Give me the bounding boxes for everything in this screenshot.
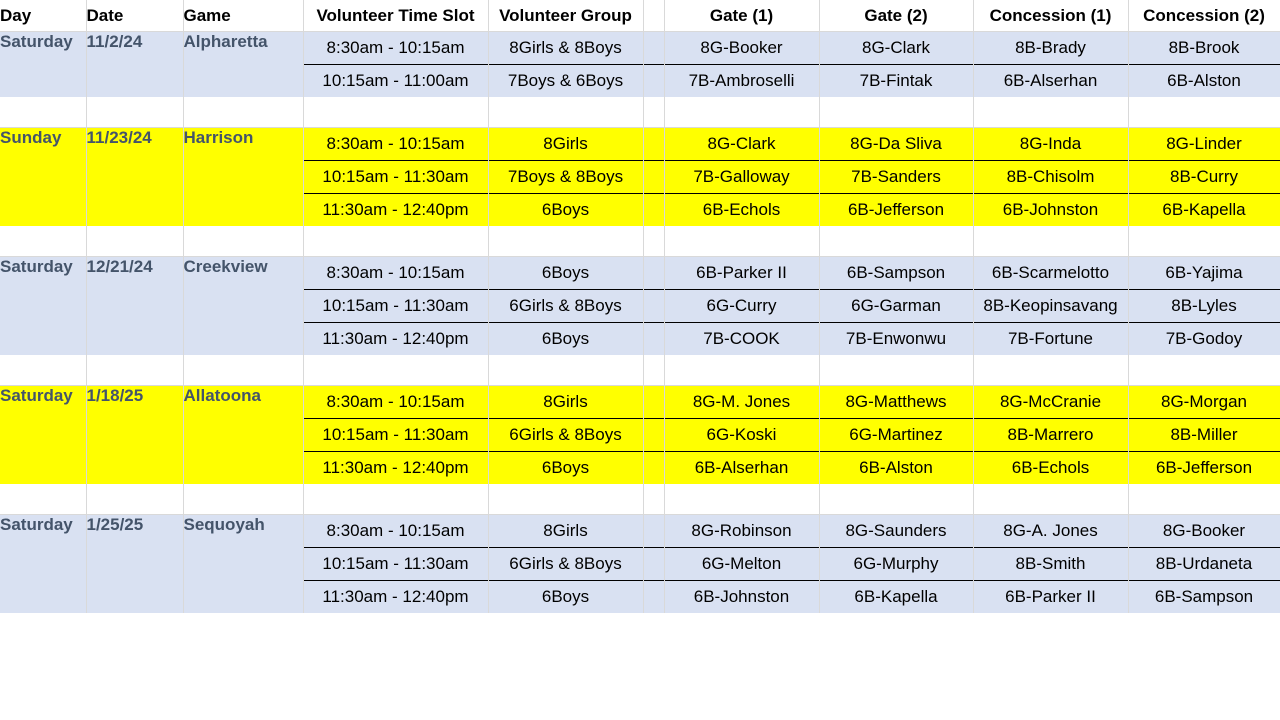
day-cell[interactable]: Saturday xyxy=(0,515,86,548)
game-cell[interactable] xyxy=(183,161,303,194)
spacer-cell[interactable] xyxy=(643,419,664,452)
time-slot-cell[interactable]: 10:15am - 11:30am xyxy=(303,548,488,581)
concession-2-cell[interactable]: 8B-Urdaneta xyxy=(1128,548,1280,581)
gate-1-cell[interactable]: 6G-Koski xyxy=(664,419,819,452)
empty-cell[interactable] xyxy=(183,484,303,515)
gate-2-cell[interactable]: 8G-Clark xyxy=(819,32,973,65)
game-cell[interactable] xyxy=(183,194,303,227)
date-cell[interactable] xyxy=(86,548,183,581)
empty-cell[interactable] xyxy=(819,484,973,515)
schedule-row xyxy=(0,32,1280,65)
empty-cell[interactable] xyxy=(819,226,973,257)
empty-cell[interactable] xyxy=(973,484,1128,515)
header-gate-1[interactable]: Gate (1) xyxy=(664,0,819,32)
day-cell[interactable] xyxy=(0,323,86,356)
spacer-cell[interactable] xyxy=(643,452,664,485)
spacer-cell[interactable] xyxy=(643,323,664,356)
concession-1-cell[interactable]: 6B-Echols xyxy=(973,452,1128,485)
gate-1-cell[interactable]: 6G-Melton xyxy=(664,548,819,581)
empty-cell[interactable] xyxy=(0,355,86,386)
date-cell[interactable]: 11/2/24 xyxy=(86,32,183,65)
empty-cell[interactable] xyxy=(819,97,973,128)
empty-cell[interactable] xyxy=(303,226,488,257)
game-cell[interactable]: Allatoona xyxy=(183,386,303,419)
schedule-row xyxy=(0,128,1280,161)
concession-1-cell[interactable]: 6B-Scarmelotto xyxy=(973,257,1128,290)
gate-1-cell[interactable]: 8G-Booker xyxy=(664,32,819,65)
concession-1-cell[interactable]: 8B-Keopinsavang xyxy=(973,290,1128,323)
day-cell[interactable] xyxy=(0,419,86,452)
date-cell[interactable] xyxy=(86,161,183,194)
gate-2-cell[interactable]: 8G-Saunders xyxy=(819,515,973,548)
day-cell[interactable]: Saturday xyxy=(0,386,86,419)
volunteer-group-cell[interactable]: 6Girls & 8Boys xyxy=(488,548,643,581)
spacer-cell[interactable] xyxy=(643,515,664,548)
empty-cell[interactable] xyxy=(86,226,183,257)
volunteer-group-cell[interactable]: 6Boys xyxy=(488,452,643,485)
concession-1-cell[interactable]: 6B-Alserhan xyxy=(973,65,1128,98)
time-slot-cell[interactable]: 8:30am - 10:15am xyxy=(303,515,488,548)
volunteer-group-cell[interactable]: 6Girls & 8Boys xyxy=(488,290,643,323)
time-slot-cell[interactable]: 11:30am - 12:40pm xyxy=(303,581,488,614)
gate-1-cell[interactable]: 7B-Ambroselli xyxy=(664,65,819,98)
volunteer-group-cell[interactable]: 8Girls xyxy=(488,386,643,419)
gate-1-cell[interactable]: 8G-M. Jones xyxy=(664,386,819,419)
day-cell[interactable] xyxy=(0,65,86,98)
schedule-row xyxy=(0,161,1280,194)
empty-cell[interactable] xyxy=(1128,226,1280,257)
concession-1-cell[interactable]: 8B-Brady xyxy=(973,32,1128,65)
day-cell[interactable] xyxy=(0,548,86,581)
gate-1-cell[interactable]: 7B-Galloway xyxy=(664,161,819,194)
time-slot-cell[interactable]: 11:30am - 12:40pm xyxy=(303,452,488,485)
day-cell[interactable] xyxy=(0,194,86,227)
day-cell[interactable] xyxy=(0,161,86,194)
schedule-row xyxy=(0,194,1280,227)
game-cell[interactable] xyxy=(183,65,303,98)
gate-1-cell[interactable]: 8G-Clark xyxy=(664,128,819,161)
volunteer-group-cell[interactable]: 7Boys & 6Boys xyxy=(488,65,643,98)
game-cell[interactable] xyxy=(183,452,303,485)
time-slot-cell[interactable]: 11:30am - 12:40pm xyxy=(303,194,488,227)
schedule-row xyxy=(0,419,1280,452)
gate-2-cell[interactable]: 7B-Sanders xyxy=(819,161,973,194)
header-time-slot[interactable]: Volunteer Time Slot xyxy=(303,0,488,32)
blank-row xyxy=(0,97,1280,128)
volunteer-group-cell[interactable]: 8Girls xyxy=(488,128,643,161)
concession-1-cell[interactable]: 8G-Inda xyxy=(973,128,1128,161)
game-cell[interactable] xyxy=(183,581,303,614)
date-cell[interactable]: 12/21/24 xyxy=(86,257,183,290)
empty-cell[interactable] xyxy=(488,484,643,515)
blank-row xyxy=(0,355,1280,386)
date-cell[interactable] xyxy=(86,65,183,98)
volunteer-group-cell[interactable]: 6Boys xyxy=(488,581,643,614)
game-cell[interactable]: Harrison xyxy=(183,128,303,161)
empty-cell[interactable] xyxy=(303,355,488,386)
game-cell[interactable]: Alpharetta xyxy=(183,32,303,65)
schedule-row xyxy=(0,323,1280,356)
spacer-cell[interactable] xyxy=(643,386,664,419)
game-cell[interactable] xyxy=(183,548,303,581)
volunteer-group-cell[interactable]: 8Girls xyxy=(488,515,643,548)
date-cell[interactable] xyxy=(86,452,183,485)
game-cell[interactable] xyxy=(183,419,303,452)
header-game[interactable]: Game xyxy=(183,0,303,32)
time-slot-cell[interactable]: 10:15am - 11:30am xyxy=(303,419,488,452)
gate-1-cell[interactable]: 6B-Johnston xyxy=(664,581,819,614)
empty-cell[interactable] xyxy=(973,355,1128,386)
spacer-cell[interactable] xyxy=(643,32,664,65)
game-cell[interactable] xyxy=(183,290,303,323)
gate-1-cell[interactable]: 6B-Echols xyxy=(664,194,819,227)
empty-cell[interactable] xyxy=(973,226,1128,257)
gate-2-cell[interactable]: 6B-Kapella xyxy=(819,581,973,614)
header-day[interactable]: Day xyxy=(0,0,86,32)
header-concession-2[interactable]: Concession (2) xyxy=(1128,0,1280,32)
spacer-cell[interactable] xyxy=(643,65,664,98)
concession-2-cell[interactable]: 6B-Kapella xyxy=(1128,194,1280,227)
day-cell[interactable]: Saturday xyxy=(0,257,86,290)
day-cell[interactable]: Sunday xyxy=(0,128,86,161)
concession-1-cell[interactable]: 8G-A. Jones xyxy=(973,515,1128,548)
empty-cell[interactable] xyxy=(86,97,183,128)
empty-cell[interactable] xyxy=(183,226,303,257)
spacer-cell[interactable] xyxy=(643,161,664,194)
spacer-cell[interactable] xyxy=(643,290,664,323)
concession-2-cell[interactable]: 8B-Miller xyxy=(1128,419,1280,452)
concession-2-cell[interactable]: 6B-Yajima xyxy=(1128,257,1280,290)
date-cell[interactable] xyxy=(86,419,183,452)
empty-cell[interactable] xyxy=(643,484,664,515)
gate-1-cell[interactable]: 6G-Curry xyxy=(664,290,819,323)
empty-cell[interactable] xyxy=(0,226,86,257)
gate-2-cell[interactable]: 8G-Matthews xyxy=(819,386,973,419)
day-cell[interactable] xyxy=(0,452,86,485)
gate-1-cell[interactable]: 8G-Robinson xyxy=(664,515,819,548)
empty-cell[interactable] xyxy=(0,97,86,128)
empty-cell[interactable] xyxy=(643,226,664,257)
time-slot-cell[interactable]: 8:30am - 10:15am xyxy=(303,257,488,290)
gate-1-cell[interactable]: 6B-Parker II xyxy=(664,257,819,290)
time-slot-cell[interactable]: 11:30am - 12:40pm xyxy=(303,323,488,356)
schedule-row xyxy=(0,515,1280,548)
game-cell[interactable]: Creekview xyxy=(183,257,303,290)
empty-cell[interactable] xyxy=(664,484,819,515)
time-slot-cell[interactable]: 10:15am - 11:30am xyxy=(303,290,488,323)
time-slot-cell[interactable]: 8:30am - 10:15am xyxy=(303,386,488,419)
concession-2-cell[interactable]: 6B-Alston xyxy=(1128,65,1280,98)
schedule-row xyxy=(0,452,1280,485)
concession-2-cell[interactable]: 6B-Jefferson xyxy=(1128,452,1280,485)
header-row xyxy=(0,0,1280,32)
gate-2-cell[interactable]: 6G-Garman xyxy=(819,290,973,323)
concession-1-cell[interactable]: 8B-Smith xyxy=(973,548,1128,581)
gate-2-cell[interactable]: 6B-Jefferson xyxy=(819,194,973,227)
gate-2-cell[interactable]: 6B-Alston xyxy=(819,452,973,485)
empty-cell[interactable] xyxy=(488,226,643,257)
schedule-row xyxy=(0,581,1280,614)
spacer-cell[interactable] xyxy=(643,548,664,581)
header-volunteer-group[interactable]: Volunteer Group xyxy=(488,0,643,32)
volunteer-group-cell[interactable]: 6Boys xyxy=(488,194,643,227)
time-slot-cell[interactable]: 10:15am - 11:30am xyxy=(303,161,488,194)
time-slot-cell[interactable]: 8:30am - 10:15am xyxy=(303,32,488,65)
empty-cell[interactable] xyxy=(973,97,1128,128)
volunteer-group-cell[interactable]: 6Girls & 8Boys xyxy=(488,419,643,452)
blank-row xyxy=(0,484,1280,515)
empty-cell[interactable] xyxy=(488,97,643,128)
header-date[interactable]: Date xyxy=(86,0,183,32)
concession-2-cell[interactable]: 7B-Godoy xyxy=(1128,323,1280,356)
empty-cell[interactable] xyxy=(1128,355,1280,386)
gate-2-cell[interactable]: 7B-Enwonwu xyxy=(819,323,973,356)
empty-cell[interactable] xyxy=(488,355,643,386)
schedule-body xyxy=(0,32,1280,614)
empty-cell[interactable] xyxy=(1128,484,1280,515)
spacer-cell[interactable] xyxy=(643,257,664,290)
empty-cell[interactable] xyxy=(86,484,183,515)
concession-2-cell[interactable]: 8G-Booker xyxy=(1128,515,1280,548)
empty-cell[interactable] xyxy=(664,226,819,257)
concession-1-cell[interactable]: 6B-Parker II xyxy=(973,581,1128,614)
empty-cell[interactable] xyxy=(303,484,488,515)
gate-2-cell[interactable]: 8G-Da Sliva xyxy=(819,128,973,161)
concession-1-cell[interactable]: 8G-McCranie xyxy=(973,386,1128,419)
date-cell[interactable] xyxy=(86,290,183,323)
concession-2-cell[interactable]: 6B-Sampson xyxy=(1128,581,1280,614)
concession-1-cell[interactable]: 7B-Fortune xyxy=(973,323,1128,356)
empty-cell[interactable] xyxy=(303,97,488,128)
volunteer-group-cell[interactable]: 6Boys xyxy=(488,257,643,290)
blank-row xyxy=(0,226,1280,257)
date-cell[interactable] xyxy=(86,194,183,227)
empty-cell[interactable] xyxy=(86,355,183,386)
empty-cell[interactable] xyxy=(0,484,86,515)
game-cell[interactable]: Sequoyah xyxy=(183,515,303,548)
schedule-row xyxy=(0,548,1280,581)
time-slot-cell[interactable]: 8:30am - 10:15am xyxy=(303,128,488,161)
day-cell[interactable] xyxy=(0,581,86,614)
concession-1-cell[interactable]: 8B-Chisolm xyxy=(973,161,1128,194)
concession-2-cell[interactable]: 8G-Morgan xyxy=(1128,386,1280,419)
date-cell[interactable] xyxy=(86,581,183,614)
schedule-row xyxy=(0,386,1280,419)
spacer-cell[interactable] xyxy=(643,581,664,614)
empty-cell[interactable] xyxy=(819,355,973,386)
volunteer-group-cell[interactable]: 8Girls & 8Boys xyxy=(488,32,643,65)
concession-2-cell[interactable]: 8G-Linder xyxy=(1128,128,1280,161)
gate-1-cell[interactable]: 6B-Alserhan xyxy=(664,452,819,485)
empty-cell[interactable] xyxy=(643,355,664,386)
empty-cell[interactable] xyxy=(183,97,303,128)
empty-cell[interactable] xyxy=(664,97,819,128)
volunteer-group-cell[interactable]: 7Boys & 8Boys xyxy=(488,161,643,194)
game-cell[interactable] xyxy=(183,323,303,356)
date-cell[interactable]: 1/25/25 xyxy=(86,515,183,548)
schedule-row xyxy=(0,290,1280,323)
volunteer-group-cell[interactable]: 6Boys xyxy=(488,323,643,356)
header-gate-2[interactable]: Gate (2) xyxy=(819,0,973,32)
time-slot-cell[interactable]: 10:15am - 11:00am xyxy=(303,65,488,98)
schedule-row xyxy=(0,257,1280,290)
empty-cell[interactable] xyxy=(643,97,664,128)
header-spacer[interactable] xyxy=(643,0,664,32)
spacer-cell[interactable] xyxy=(643,194,664,227)
spacer-cell[interactable] xyxy=(643,128,664,161)
date-cell[interactable] xyxy=(86,323,183,356)
gate-2-cell[interactable]: 7B-Fintak xyxy=(819,65,973,98)
date-cell[interactable]: 1/18/25 xyxy=(86,386,183,419)
gate-2-cell[interactable]: 6G-Murphy xyxy=(819,548,973,581)
schedule-row xyxy=(0,65,1280,98)
day-cell[interactable]: Saturday xyxy=(0,32,86,65)
gate-1-cell[interactable]: 7B-COOK xyxy=(664,323,819,356)
empty-cell[interactable] xyxy=(183,355,303,386)
concession-2-cell[interactable]: 8B-Curry xyxy=(1128,161,1280,194)
concession-1-cell[interactable]: 6B-Johnston xyxy=(973,194,1128,227)
day-cell[interactable] xyxy=(0,290,86,323)
concession-2-cell[interactable]: 8B-Lyles xyxy=(1128,290,1280,323)
gate-2-cell[interactable]: 6G-Martinez xyxy=(819,419,973,452)
empty-cell[interactable] xyxy=(664,355,819,386)
gate-2-cell[interactable]: 6B-Sampson xyxy=(819,257,973,290)
concession-2-cell[interactable]: 8B-Brook xyxy=(1128,32,1280,65)
date-cell[interactable]: 11/23/24 xyxy=(86,128,183,161)
header-concession-1[interactable]: Concession (1) xyxy=(973,0,1128,32)
concession-1-cell[interactable]: 8B-Marrero xyxy=(973,419,1128,452)
empty-cell[interactable] xyxy=(1128,97,1280,128)
